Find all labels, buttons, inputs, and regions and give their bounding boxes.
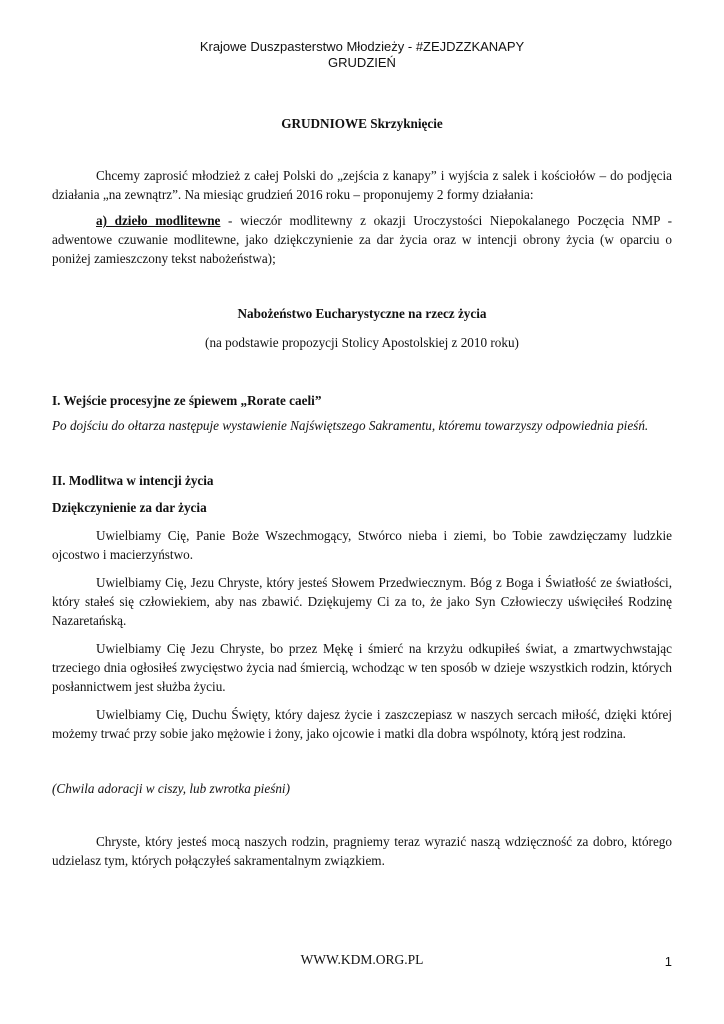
prayer-paragraph-1: Uwielbiamy Cię, Panie Boże Wszechmogący, Stwórco nieba i ziemi, bo Tobie zawdzięczamy ludzkie ojcostwo i macierzyństwo. xyxy=(52,528,672,562)
page-number: 1 xyxy=(664,954,672,969)
closing-paragraph: Chryste, który jesteś mocą naszych rodzin, pragniemy teraz wyrazić naszą wdzięczność za dobro, którego udzielasz tym, których połączyłeś sakramentalnym związkiem. xyxy=(52,834,672,868)
header-line-2: GRUDZIEŃ xyxy=(328,55,396,70)
document-body xyxy=(52,114,672,870)
intro-paragraph: Chcemy zaprosić młodzież z całej Polski do „zejścia z kanapy” i wyjścia z salek i kościołów – do podjęcia działania „na zewnątrz”. Na miesiąc grudzień 2016 roku – proponujemy 2 formy działania: xyxy=(52,168,672,202)
option-a-paragraph xyxy=(52,211,672,268)
document-title: GRUDNIOWE Skrzyknięcie xyxy=(281,116,443,131)
section-2-heading: II. Modlitwa w intencji życia xyxy=(52,473,214,488)
header-line-1: Krajowe Duszpasterstwo Młodzieży - #ZEJDZZKANAPY xyxy=(199,39,525,54)
prayer-paragraph-3: Uwielbiamy Cię Jezu Chryste, bo przez Mękę i śmierć na krzyżu odkupiłeś świat, a zmartwychwstając trzeciego dnia ogłosiłeś zwycięstwo życia nad śmiercią, wchodząc w ten sposób w dzieje wszystkich rodzin, których posłannictwem jest służba życiu. xyxy=(52,641,672,694)
section-1-note: Po dojściu do ołtarza następuje wystawienie Najświętszego Sakramentu, któremu towarzyszy odpowiednia pieśń. xyxy=(52,418,649,433)
service-title: Nabożeństwo Eucharystyczne na rzecz życia xyxy=(237,306,487,321)
service-subtitle: (na podstawie propozycji Stolicy Apostolskiej z 2010 roku) xyxy=(205,335,519,350)
adoration-note: (Chwila adoracji w ciszy, lub zwrotka pieśni) xyxy=(52,781,290,796)
option-a-label: a) dzieło modlitewne xyxy=(96,213,221,228)
section-2-subheading: Dziękczynienie za dar życia xyxy=(52,500,207,515)
footer-url[interactable]: WWW.KDM.ORG.PL xyxy=(300,952,424,967)
option-a-text: - wieczór modlitewny z okazji Uroczystości Niepokalanego Poczęcia NMP - adwentowe czuwanie modlitewne, jako dziękczynienie za dar życia oraz w intencji obrony życia (w oparciu o poniżej zamieszczony tekst nabożeństwa); xyxy=(52,213,672,266)
prayer-paragraph-4: Uwielbiamy Cię, Duchu Święty, który dajesz życie i zaszczepiasz w naszych sercach miłość, dzięki której możemy trwać przy sobie jako mężowie i żony, jako ojcowie i matki dla dobra wspólnoty, którą jest rodzina. xyxy=(52,707,672,741)
section-1-heading: I. Wejście procesyjne ze śpiewem „Rorate caeli” xyxy=(52,393,322,408)
prayer-paragraph-2: Uwielbiamy Cię, Jezu Chryste, który jesteś Słowem Przedwiecznym. Bóg z Boga i Światłość ze światłości, który stałeś się człowiekiem, aby nas zbawić. Dziękujemy Ci za to, że jako Syn Człowieczy uświęciłeś Rodzinę Nazaretańską. xyxy=(52,575,672,628)
